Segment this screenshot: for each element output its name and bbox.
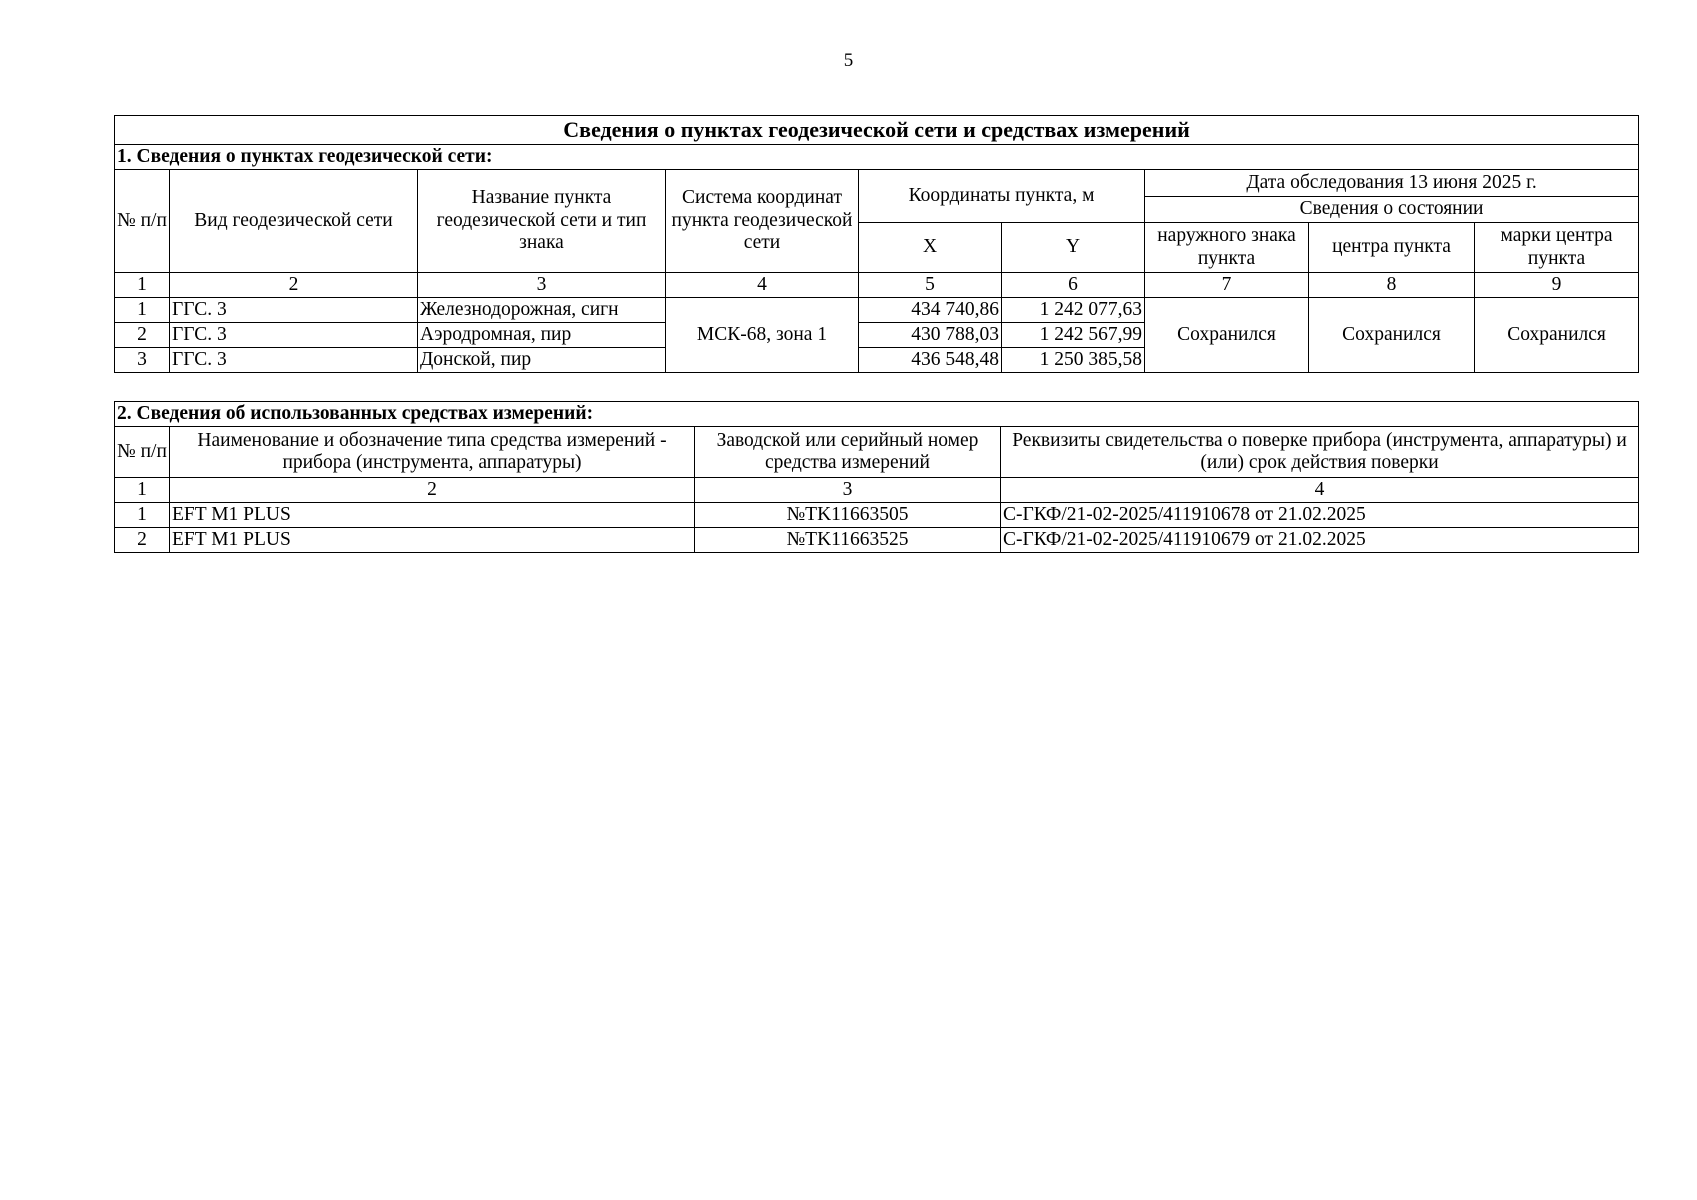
row-network: ГГС. 3: [170, 348, 418, 373]
row-certificate: С-ГКФ/21-02-2025/411910678 от 21.02.2025: [1001, 503, 1639, 528]
col-number: 3: [695, 478, 1001, 503]
row-serial-number: №TK11663505: [695, 503, 1001, 528]
header-outer-sign: наружного знака пункта: [1145, 223, 1309, 273]
col-number: 2: [170, 478, 695, 503]
header-coord-system: Система координат пункта геодезической сети: [666, 170, 859, 273]
row-point-name: Железнодорожная, сигн: [418, 298, 666, 323]
header-num: № п/п: [115, 170, 170, 273]
header-survey-date: Дата обследования 13 июня 2025 г.: [1145, 170, 1639, 197]
row-network: ГГС. 3: [170, 298, 418, 323]
section-2-heading: 2. Сведения об использованных средствах измерений:: [115, 402, 1639, 427]
header-x: X: [859, 223, 1002, 273]
col-number: 3: [418, 273, 666, 298]
condition-outer-sign: Сохранился: [1145, 298, 1309, 373]
row-y: 1 242 077,63: [1002, 298, 1145, 323]
instruments-table: [114, 401, 1639, 553]
header-center-mark: марки центра пункта: [1475, 223, 1639, 273]
row-certificate: С-ГКФ/21-02-2025/411910679 от 21.02.2025: [1001, 528, 1639, 553]
row-point-name: Донской, пир: [418, 348, 666, 373]
row-y: 1 250 385,58: [1002, 348, 1145, 373]
row-num: 3: [115, 348, 170, 373]
header-num: № п/п: [115, 427, 170, 478]
col-number: 2: [170, 273, 418, 298]
col-number: 4: [1001, 478, 1639, 503]
row-num: 1: [115, 298, 170, 323]
row-x: 430 788,03: [859, 323, 1002, 348]
col-number: 4: [666, 273, 859, 298]
condition-center: Сохранился: [1309, 298, 1475, 373]
document-title: Сведения о пунктах геодезической сети и средствах измерений: [115, 116, 1639, 145]
coord-system-value: МСК-68, зона 1: [666, 298, 859, 373]
col-number: 6: [1002, 273, 1145, 298]
row-point-name: Аэродромная, пир: [418, 323, 666, 348]
col-number: 5: [859, 273, 1002, 298]
header-y: Y: [1002, 223, 1145, 273]
table-row: [115, 298, 1639, 323]
col-number: 1: [115, 478, 170, 503]
row-num: 1: [115, 503, 170, 528]
col-number: 9: [1475, 273, 1639, 298]
row-instrument-name: EFT M1 PLUS: [170, 503, 695, 528]
header-network-type: Вид геодезической сети: [170, 170, 418, 273]
row-serial-number: №TK11663525: [695, 528, 1001, 553]
header-point-name: Название пункта геодезической сети и тип знака: [418, 170, 666, 273]
row-x: 436 548,48: [859, 348, 1002, 373]
header-condition: Сведения о состоянии: [1145, 197, 1639, 223]
header-serial-number: Заводской или серийный номер средства измерений: [695, 427, 1001, 478]
header-coords: Координаты пункта, м: [859, 170, 1145, 223]
col-number: 8: [1309, 273, 1475, 298]
row-instrument-name: EFT M1 PLUS: [170, 528, 695, 553]
table-row: [115, 528, 1639, 553]
header-instrument-name: Наименование и обозначение типа средства измерений - прибора (инструмента, аппаратуры): [170, 427, 695, 478]
row-num: 2: [115, 323, 170, 348]
geodetic-points-table: [114, 115, 1639, 373]
row-x: 434 740,86: [859, 298, 1002, 323]
row-y: 1 242 567,99: [1002, 323, 1145, 348]
row-num: 2: [115, 528, 170, 553]
page-number: 5: [843, 50, 854, 71]
header-center: центра пункта: [1309, 223, 1475, 273]
header-certificate: Реквизиты свидетельства о поверке прибора (инструмента, аппаратуры) и (или) срок действия поверки: [1001, 427, 1639, 478]
row-network: ГГС. 3: [170, 323, 418, 348]
condition-center-mark: Сохранился: [1475, 298, 1639, 373]
col-number: 1: [115, 273, 170, 298]
section-1-heading: 1. Сведения о пунктах геодезической сети:: [115, 145, 1639, 170]
col-number: 7: [1145, 273, 1309, 298]
table-row: [115, 503, 1639, 528]
